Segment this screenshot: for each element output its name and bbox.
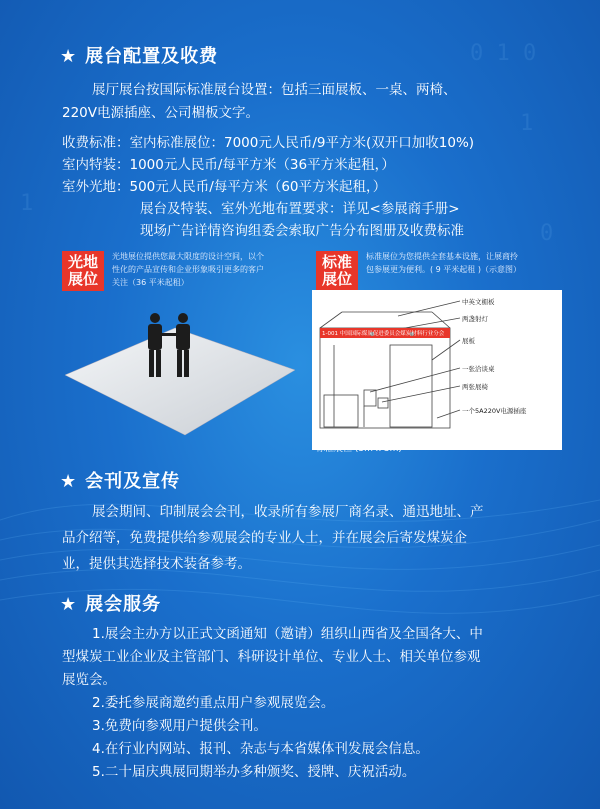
booth-fascia-text: 1-001 中国国际煤炭促进委员会煤炭材料行业分会	[322, 331, 445, 337]
section-title-catalogue	[60, 467, 180, 493]
callout-panel: 展板	[462, 337, 475, 345]
service-item: 1.展会主办方以正式文函通知（邀请）组织山西省及全国各大、中	[92, 626, 483, 642]
section-title-text: 展台配置及收费	[85, 46, 219, 67]
section-title-services	[60, 590, 161, 616]
catalogue-line: 品介绍等，免费提供给参观展会的专业人士，并在展会后寄发煤炭企	[62, 530, 467, 546]
callout-chairs: 两张展椅	[462, 383, 488, 391]
standard-booth-badge	[316, 251, 358, 291]
desc-line: 包参展更为便利。( 9 平米起租 )（示意图）	[366, 265, 521, 274]
svg-text:1: 1	[20, 191, 34, 216]
badge-text: 标准	[321, 253, 352, 271]
badge-text: 展位	[67, 270, 98, 288]
badge-text: 展位	[321, 270, 352, 288]
raw-space-badge	[62, 251, 104, 291]
desc-line: 标准展位为您提供全套基本设施，让展商拎	[366, 252, 518, 261]
callout-table: 一张洽谈桌	[462, 365, 495, 373]
service-item: 5.二十届庆典展同期举办多种颁奖、授牌、庆祝活动。	[92, 764, 416, 780]
fee-line: 现场广告详情咨询组委会索取广告分布图册及收费标准	[140, 223, 464, 239]
svg-text:0 1 0: 0 1 0	[470, 41, 537, 66]
callout-fascia: 中英文楣板	[462, 298, 495, 306]
callout-socket: 一个5A220V电源插座	[462, 407, 527, 415]
desc-line: 性化的产品宣传和企业形象吸引更多的客户	[112, 265, 264, 274]
standard-booth-description	[366, 250, 566, 276]
star-icon: ★	[60, 46, 78, 67]
standard-booth-diagram	[312, 290, 562, 450]
callout-spotlights: 两盏射灯	[462, 315, 488, 323]
desc-line: 关注（36 平米起租）	[112, 278, 189, 287]
badge-text: 光地	[67, 253, 98, 271]
intro-line: 展厅展台按国际标准展台设置：包括三面展板、一桌、两椅、	[92, 82, 457, 98]
svg-text:0: 0	[540, 221, 554, 246]
fee-line: 收费标准：室内标准展位：7000元人民币/9平方米(双开口加收10%)	[62, 135, 475, 151]
service-item: 2.委托参展商邀约重点用户参观展览会。	[92, 695, 335, 711]
booth-frame-drawing	[312, 290, 562, 450]
booth-caption: 标准展位 (3m x 3m)	[316, 444, 402, 454]
service-item: 展览会。	[62, 672, 116, 688]
star-icon: ★	[60, 594, 78, 615]
section-title-text: 会刊及宣传	[85, 471, 181, 492]
raw-space-illustration	[55, 300, 305, 440]
intro-line: 220V电源插座、公司楣板文字。	[62, 105, 260, 121]
desc-line: 光地展位提供您最大限度的设计空间，以个	[112, 252, 264, 261]
fee-line: 展台及特装、室外光地布置要求：详见<参展商手册>	[140, 201, 460, 217]
fee-line: 室内特装：1000元人民币/每平方米（36平方米起租，）	[62, 157, 395, 173]
raw-space-description	[112, 250, 292, 289]
service-item: 3.免费向参观用户提供会刊。	[92, 718, 267, 734]
section-title-text: 展会服务	[85, 594, 162, 615]
catalogue-line: 业，提供其选择技术装备参考。	[62, 556, 251, 572]
section-title-booth	[60, 42, 218, 68]
catalogue-line: 展会期间、印制展会会刊，收录所有参展厂商名录、通迅地址、产	[92, 504, 484, 520]
fee-line: 室外光地：500元人民币/每平方米（60平方米起租，）	[62, 179, 387, 195]
svg-text:1: 1	[520, 111, 534, 136]
service-item: 4.在行业内网站、报刊、杂志与本省媒体刊发展会信息。	[92, 741, 429, 757]
star-icon: ★	[60, 471, 78, 492]
service-item: 型煤炭工业企业及主管部门、科研设计单位、专业人士、相关单位参观	[62, 649, 481, 665]
